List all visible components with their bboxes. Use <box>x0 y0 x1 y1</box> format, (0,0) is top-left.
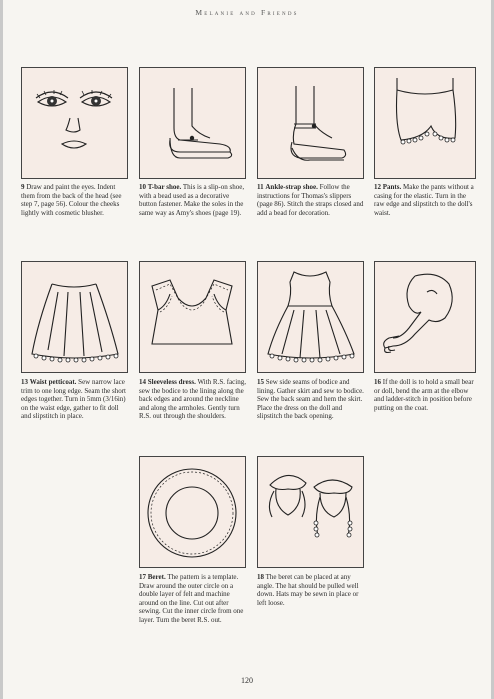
illustration-ankle-strap-shoe <box>257 67 364 179</box>
pants-drawing <box>375 68 475 178</box>
illustration-beret-pattern <box>139 456 246 568</box>
petticoat-drawing <box>22 262 127 372</box>
illustration-waist-petticoat <box>21 261 128 373</box>
caption-step-18: 18 The beret can be placed at any angle. The hat should be pulled well down. Hats may be sewn in place or left loose. <box>257 573 359 607</box>
caption-step-10: 10 T-bar shoe. This is a slip-on shoe, with a bead used as a decorative button fastener. Make the soles in the same way as Amy's shoes (page 19). <box>139 183 245 217</box>
beret-pattern-drawing <box>140 457 245 567</box>
caption-step-11: 11 Ankle-strap shoe. Follow the instructions for Thomas's slippers (page 86). Stitch the straps closed and add a bead for decoration. <box>257 183 364 217</box>
caption-step-9: 9 Draw and paint the eyes. Indent them from the back of the head (see step 7, page 56). Colour the cheeks lightly with cosmetic blusher. <box>21 183 122 217</box>
scan-edge-left <box>0 0 3 699</box>
illustration-eyes-face <box>21 67 128 179</box>
caption-step-14: 14 Sleeveless dress. With R.S. facing, sew the bodice to the lining along the back edges and around the neckline and along the armholes. Gently turn R.S. out through the shoulders. <box>139 378 246 421</box>
illustration-bent-arm <box>374 261 476 373</box>
ankle-strap-shoe-drawing <box>258 68 363 178</box>
caption-step-15: 15 Sew side seams of bodice and lining. Gather skirt and sew to bodice. Sew the back seam and hem the skirt. Place the dress on the doll and slipstitch the back opening. <box>257 378 364 421</box>
bodice-drawing <box>140 262 245 372</box>
beret-doll-drawing <box>258 457 363 567</box>
face-drawing <box>22 68 127 178</box>
page-number: 120 <box>241 676 253 685</box>
illustration-pants <box>374 67 476 179</box>
arm-drawing <box>375 262 475 372</box>
caption-step-12: 12 Pants. Make the pants without a casing for the elastic. Turn in the raw edge and slipstitch to the doll's waist. <box>374 183 474 217</box>
caption-step-17: 17 Beret. The pattern is a template. Draw around the outer circle on a double layer of felt and machine around on the line. Cut out after sewing. Cut the inner circle from one layer. Turn the beret R.S. out. <box>139 573 244 624</box>
illustration-sleeveless-dress-bodice <box>139 261 246 373</box>
dress-drawing <box>258 262 363 372</box>
running-header: Melanie and Friends <box>195 8 299 17</box>
caption-step-16: 16 If the doll is to hold a small bear or doll, bend the arm at the elbow and ladder-stitch in position before putting on the coat. <box>374 378 474 412</box>
t-bar-shoe-drawing <box>140 68 245 178</box>
illustration-sleeveless-dress <box>257 261 364 373</box>
illustration-beret-on-doll <box>257 456 364 568</box>
illustration-t-bar-shoe <box>139 67 246 179</box>
caption-step-13: 13 Waist petticoat. Sew narrow lace trim to one long edge. Seam the short edges together. Turn in 5mm (3/16in) on the waist edge, gather to fit doll and slipstitch in place. <box>21 378 126 421</box>
